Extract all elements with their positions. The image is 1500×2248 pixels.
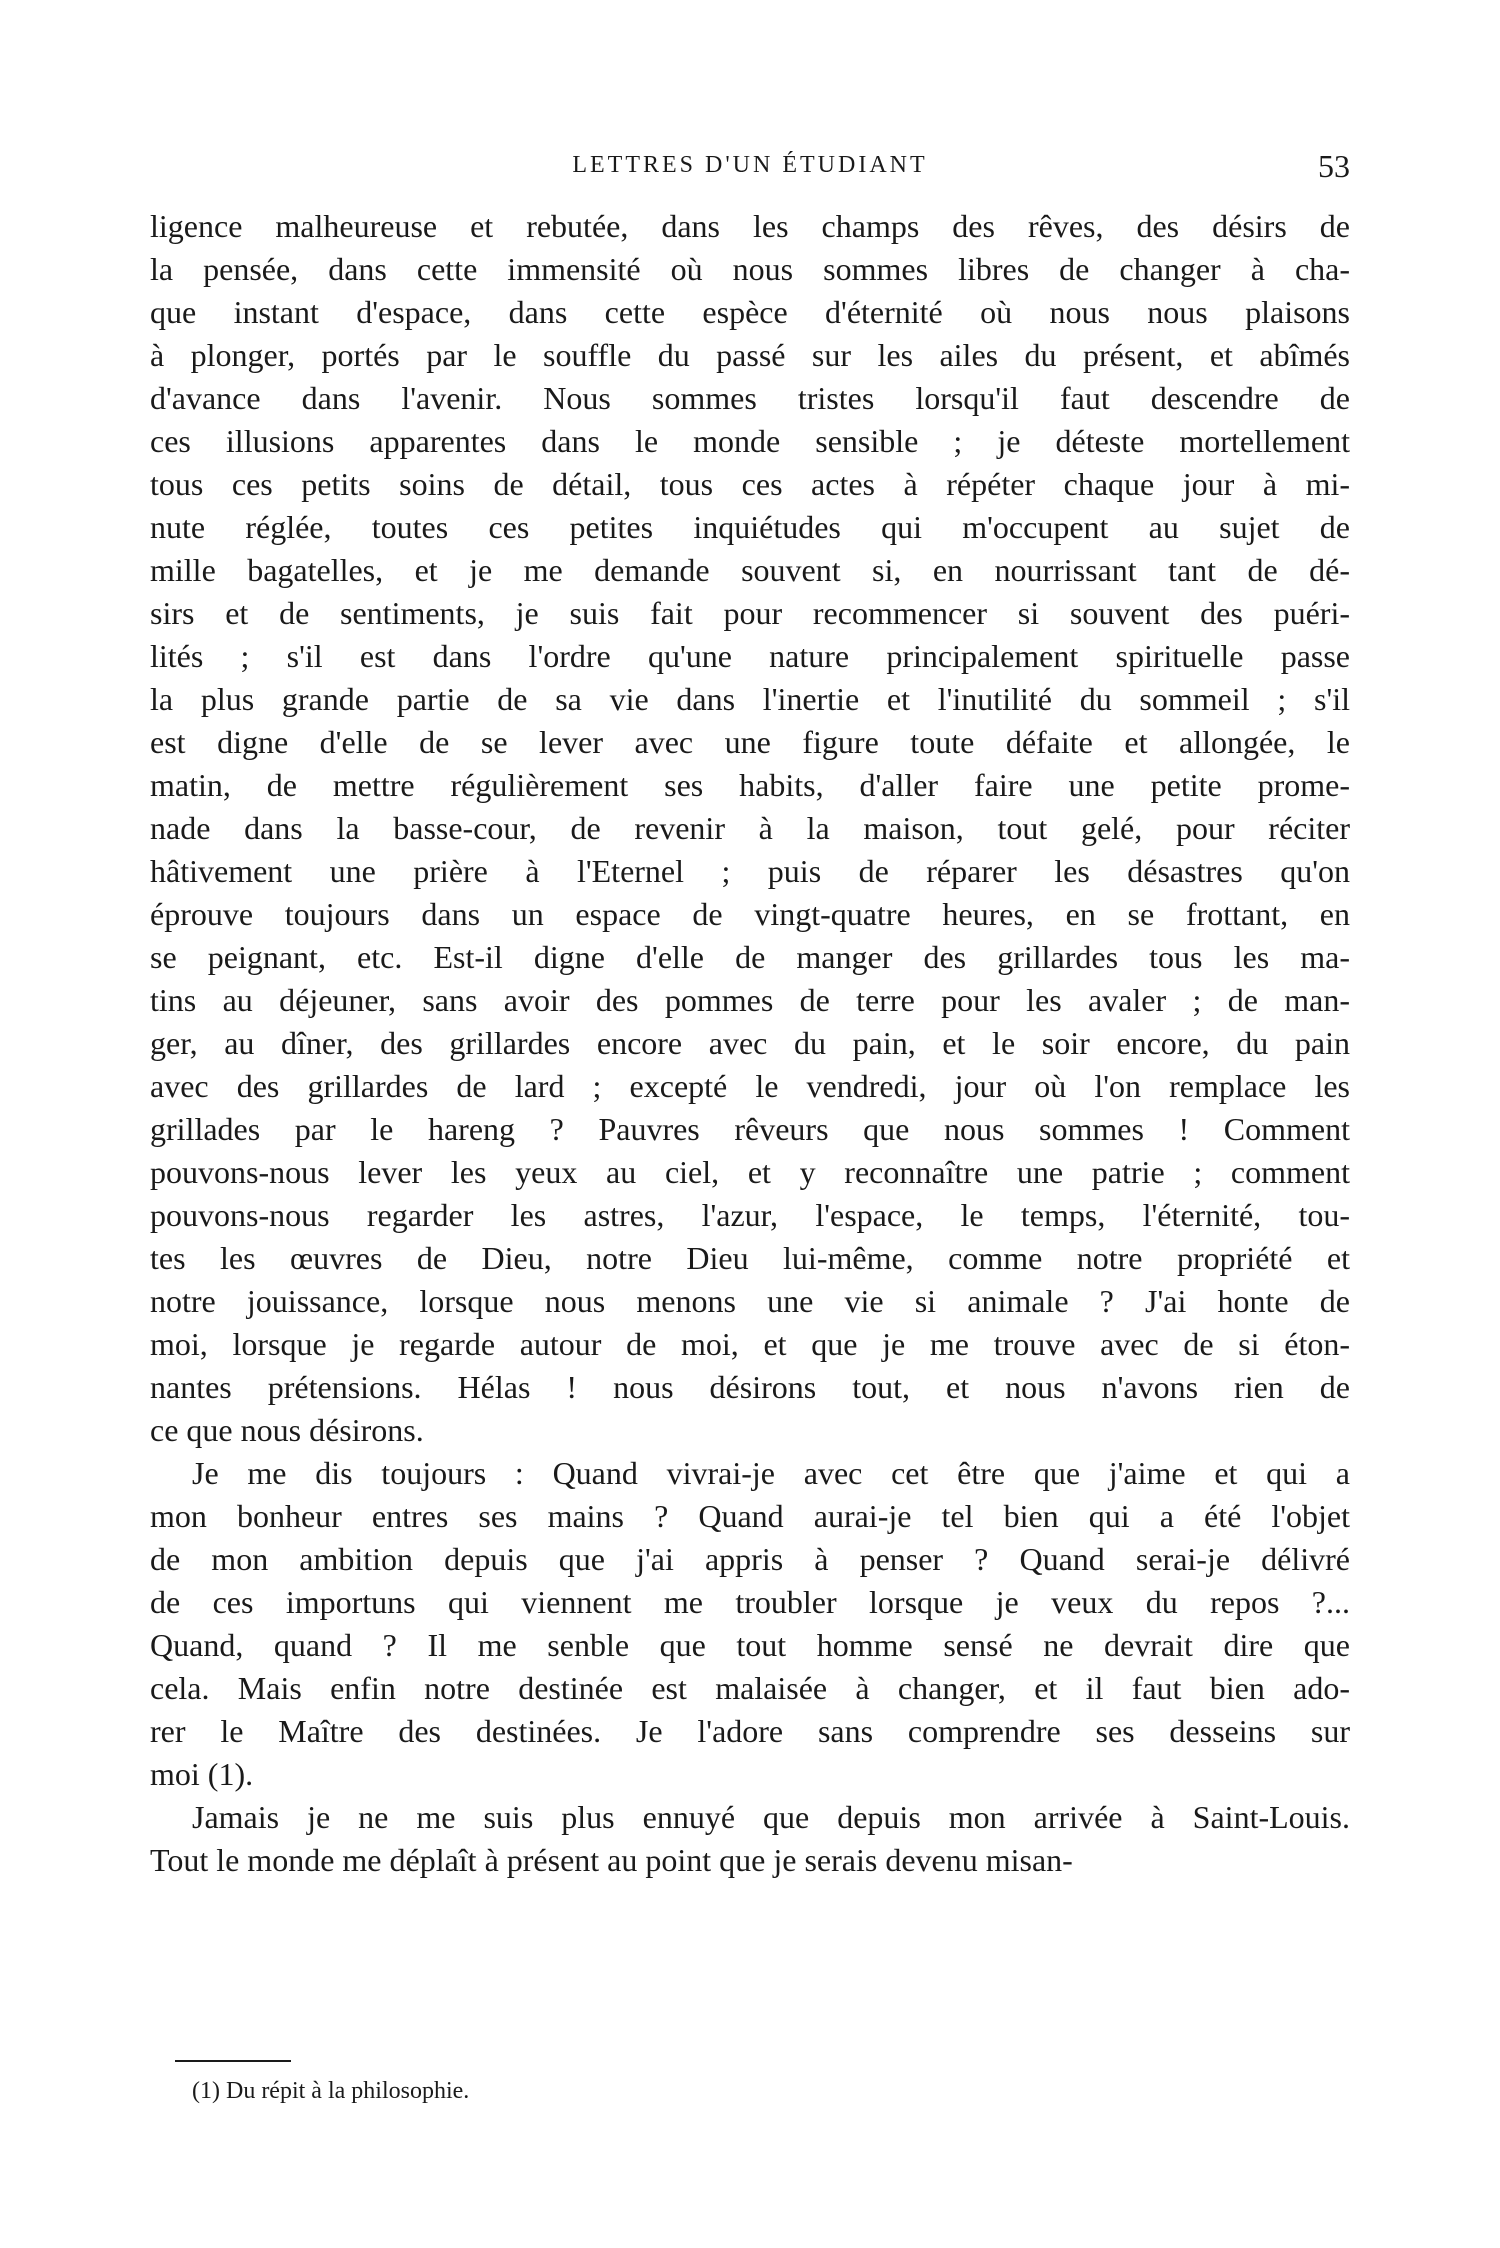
text-line: Je me dis toujours : Quand vivrai-je avec cet être que j'aime et qui a xyxy=(192,1455,1350,1491)
text-line: hâtivement une prière à l'Eternel ; puis de réparer les désastres qu'on xyxy=(150,853,1350,889)
text-line: sirs et de sentiments, je suis fait pour recommencer si souvent des puéri- xyxy=(150,595,1350,631)
paragraph xyxy=(150,1452,1350,1796)
text-line: la pensée, dans cette immensité où nous sommes libres de changer à cha- xyxy=(150,251,1350,287)
text-line: lités ; s'il est dans l'ordre qu'une nature principalement spirituelle passe xyxy=(150,638,1350,674)
text-line: Jamais je ne me suis plus ennuyé que depuis mon arrivée à Saint-Louis. xyxy=(192,1799,1350,1835)
running-title: LETTRES D'UN ÉTUDIANT xyxy=(572,152,928,178)
text-line: Tout le monde me déplaît à présent au point que je serais devenu misan- xyxy=(150,1842,1073,1878)
text-line: moi, lorsque je regarde autour de moi, et que je me trouve avec de si éton- xyxy=(150,1326,1350,1362)
text-line: se peignant, etc. Est-il digne d'elle de manger des grillardes tous les ma- xyxy=(150,939,1350,975)
text-line: matin, de mettre régulièrement ses habits, d'aller faire une petite prome- xyxy=(150,767,1350,803)
paragraph xyxy=(150,1796,1350,1882)
text-line: grillades par le hareng ? Pauvres rêveurs que nous sommes ! Comment xyxy=(150,1111,1350,1147)
text-line: moi (1). xyxy=(150,1756,254,1792)
text-line: Quand, quand ? Il me senble que tout homme sensé ne devrait dire que xyxy=(150,1627,1350,1663)
text-line: nade dans la basse-cour, de revenir à la maison, tout gelé, pour réciter xyxy=(150,810,1350,846)
text-line: ce que nous désirons. xyxy=(150,1412,424,1448)
text-line: ces illusions apparentes dans le monde sensible ; je déteste mortellement xyxy=(150,423,1350,459)
text-line: tes les œuvres de Dieu, notre Dieu lui-même, comme notre propriété et xyxy=(150,1240,1350,1276)
footnote: (1) Du répit à la philosophie. xyxy=(192,2078,470,2104)
text-line: éprouve toujours dans un espace de vingt-quatre heures, en se frottant, en xyxy=(150,896,1350,932)
text-line: tins au déjeuner, sans avoir des pommes de terre pour les avaler ; de man- xyxy=(150,982,1350,1018)
page-number: 53 xyxy=(1318,148,1350,184)
text-line: mon bonheur entres ses mains ? Quand aurai-je tel bien qui a été l'objet xyxy=(150,1498,1350,1534)
text-line: pouvons-nous regarder les astres, l'azur, l'espace, le temps, l'éternité, tou- xyxy=(150,1197,1350,1233)
text-line: avec des grillardes de lard ; excepté le vendredi, jour où l'on remplace les xyxy=(150,1068,1350,1104)
text-line: de mon ambition depuis que j'ai appris à penser ? Quand serai-je délivré xyxy=(150,1541,1350,1577)
paragraph xyxy=(150,205,1350,1452)
text-line: que instant d'espace, dans cette espèce d'éternité où nous nous plaisons xyxy=(150,294,1350,330)
text-line: nantes prétensions. Hélas ! nous désirons tout, et nous n'avons rien de xyxy=(150,1369,1350,1405)
running-head xyxy=(150,148,1350,188)
text-line: ger, au dîner, des grillardes encore avec du pain, et le soir encore, du pain xyxy=(150,1025,1350,1061)
text-line: est digne d'elle de se lever avec une figure toute défaite et allongée, le xyxy=(150,724,1350,760)
text-line: mille bagatelles, et je me demande souvent si, en nourrissant tant de dé- xyxy=(150,552,1350,588)
text-line: nute réglée, toutes ces petites inquiétudes qui m'occupent au sujet de xyxy=(150,509,1350,545)
text-line: à plonger, portés par le souffle du passé sur les ailes du présent, et abîmés xyxy=(150,337,1350,373)
text-line: rer le Maître des destinées. Je l'adore sans comprendre ses desseins sur xyxy=(150,1713,1350,1749)
text-line: ligence malheureuse et rebutée, dans les champs des rêves, des désirs de xyxy=(150,208,1350,244)
text-line: la plus grande partie de sa vie dans l'inertie et l'inutilité du sommeil ; s'il xyxy=(150,681,1350,717)
footnote-divider xyxy=(175,2060,291,2062)
text-line: cela. Mais enfin notre destinée est malaisée à changer, et il faut bien ado- xyxy=(150,1670,1350,1706)
text-line: notre jouissance, lorsque nous menons une vie si animale ? J'ai honte de xyxy=(150,1283,1350,1319)
text-line: d'avance dans l'avenir. Nous sommes tristes lorsqu'il faut descendre de xyxy=(150,380,1350,416)
text-line: tous ces petits soins de détail, tous ces actes à répéter chaque jour à mi- xyxy=(150,466,1350,502)
text-line: pouvons-nous lever les yeux au ciel, et y reconnaître une patrie ; comment xyxy=(150,1154,1350,1190)
text-line: de ces importuns qui viennent me troubler lorsque je veux du repos ?... xyxy=(150,1584,1350,1620)
body-text xyxy=(150,205,1350,1882)
